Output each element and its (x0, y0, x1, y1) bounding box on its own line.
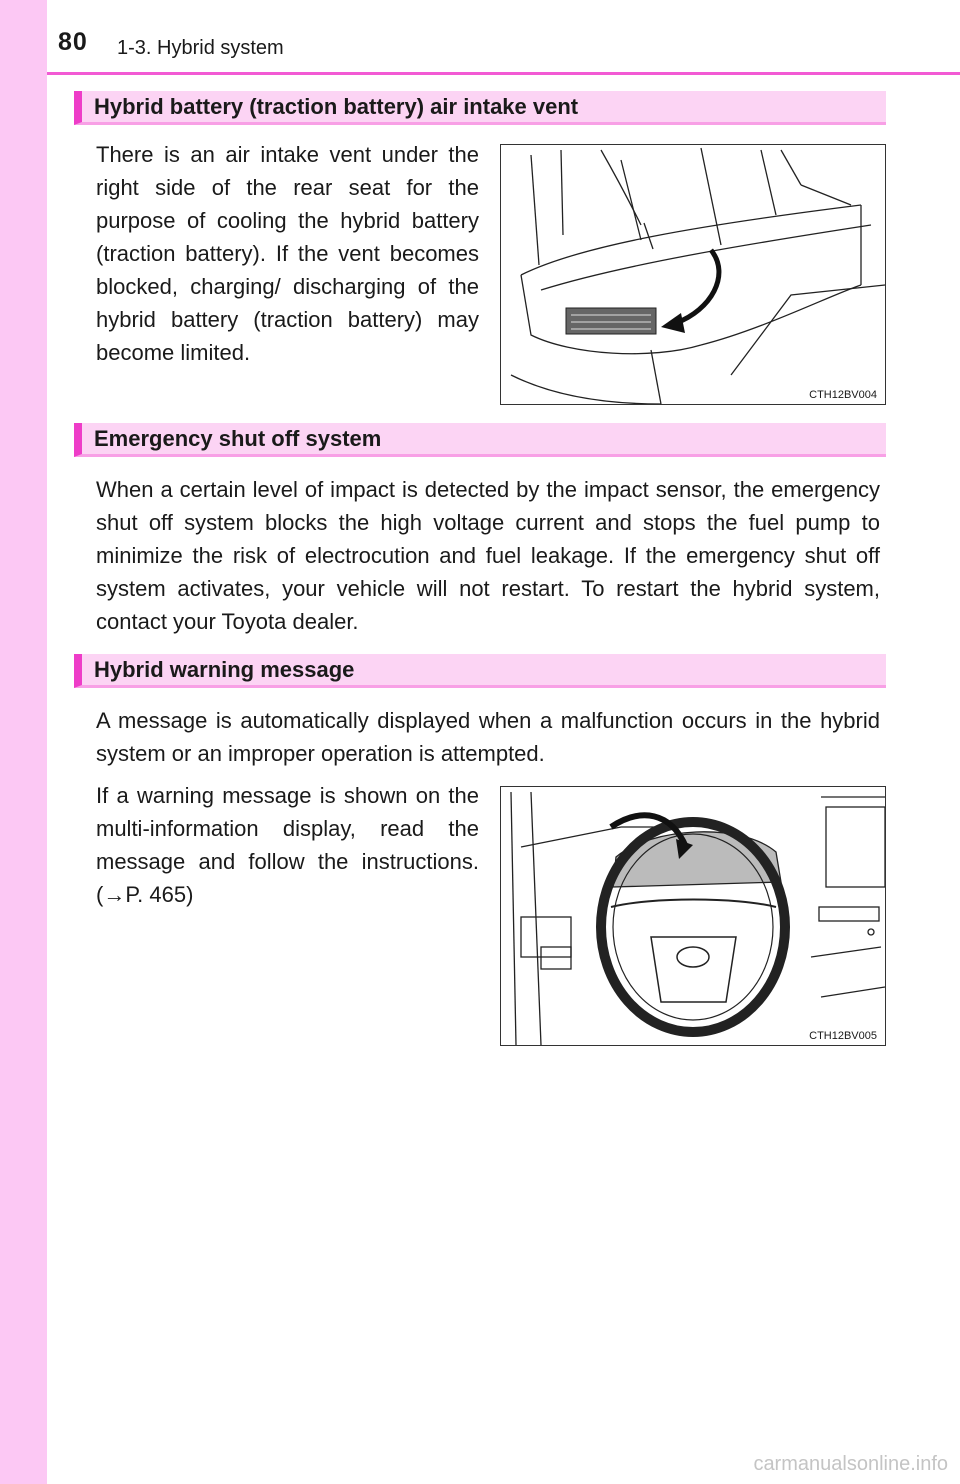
running-header: 1-3. Hybrid system (117, 37, 284, 59)
header-rule (47, 72, 960, 75)
dashboard-illustration (501, 787, 885, 1045)
side-tab-strip (0, 0, 47, 1484)
figure-code-seat: CTH12BV004 (809, 389, 877, 401)
section-heading-emergency-shut-off: Emergency shut off system (74, 423, 886, 457)
page-reference-link[interactable]: P. 465 (125, 882, 187, 907)
arrow-right-icon: → (103, 882, 126, 907)
section-heading-air-intake-vent: Hybrid battery (traction battery) air intake vent (74, 91, 886, 125)
warning-instruction-text: If a warning message is shown on the multi-information display, read the message and follow the instructions. ( (96, 783, 479, 907)
air-intake-vent-paragraph: There is an air intake vent under the right side of the rear seat for the purpose of cooling the hybrid battery (traction battery). If the vent becomes blocked, charging/ discharging of the hybrid battery (traction battery) may become limited. (96, 142, 479, 365)
rear-seat-vent-figure (500, 144, 886, 405)
hybrid-warning-paragraph: A message is automatically displayed when a malfunction occurs in the hybrid system or an improper operation is attempted. (96, 708, 880, 766)
emergency-shut-off-paragraph: When a certain level of impact is detected by the impact sensor, the emergency shut off system blocks the high voltage current and stops the fuel pump to minimize the risk of electrocution and fuel leakage. If the emergency shut off system activates, your vehicle will not restart. To restart the hybrid system, contact your Toyota dealer. (96, 477, 880, 634)
warning-instruction-paragraph (96, 779, 479, 911)
steering-wheel-figure (500, 786, 886, 1046)
figure-code-dashboard: CTH12BV005 (809, 1030, 877, 1042)
rear-seat-illustration (501, 145, 885, 404)
section-heading-hybrid-warning: Hybrid warning message (74, 654, 886, 688)
closing-paren: ) (186, 882, 194, 907)
page-number: 80 (58, 28, 88, 56)
watermark: carmanualsonline.info (753, 1453, 948, 1475)
